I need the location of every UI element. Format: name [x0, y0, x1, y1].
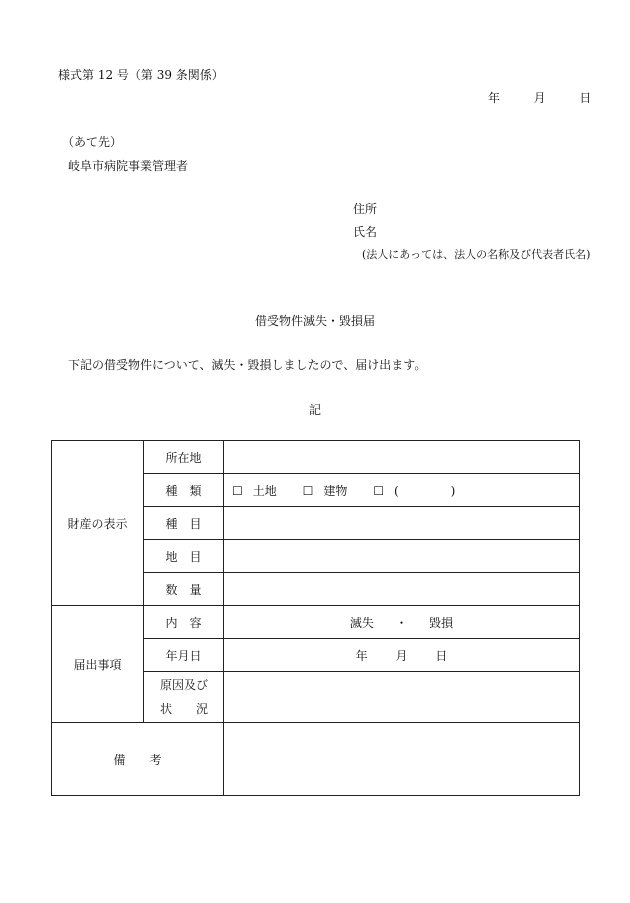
name-label: 氏名 — [353, 225, 378, 239]
status-loss[interactable]: 滅失 — [349, 615, 374, 630]
type-option-land-label: 土地 — [252, 483, 277, 498]
type-option-other[interactable] — [373, 484, 455, 498]
property-group-label: 財産の表示 — [52, 441, 144, 606]
status-separator: ・ — [395, 615, 408, 630]
quantity-value[interactable] — [224, 573, 580, 606]
date-value[interactable] — [224, 639, 580, 672]
body-text: 下記の借受物件について、滅失・毀損しましたので、届け出ます。 — [68, 358, 427, 372]
land-category-label: 地 目 — [144, 540, 224, 573]
content-label: 内 容 — [144, 606, 224, 639]
type-option-building[interactable] — [303, 482, 348, 499]
item-value[interactable] — [224, 507, 580, 540]
checkbox-icon: ☐ — [302, 483, 314, 498]
submission-date — [488, 89, 591, 106]
ki-marker: 記 — [308, 403, 321, 417]
quantity-label: 数 量 — [144, 573, 224, 606]
type-option-land[interactable] — [232, 482, 277, 499]
checkbox-icon: ☐ — [232, 483, 243, 498]
form-number: 様式第 12 号（第 39 条関係） — [58, 68, 224, 82]
document-title: 借受物件滅失・毀損届 — [254, 314, 375, 328]
cause-value[interactable] — [224, 672, 580, 723]
remarks-label: 備 考 — [52, 723, 224, 796]
table-row — [52, 441, 580, 474]
addressee-name: 岐阜市病院事業管理者 — [68, 159, 189, 173]
checkbox-icon: ☐ — [373, 483, 384, 498]
table-date-year: 年 — [355, 648, 368, 663]
table-date-month: 月 — [395, 648, 408, 663]
address-label: 住所 — [353, 202, 378, 216]
cause-label-line2: 状 況 — [160, 702, 209, 716]
date-year-label: 年 — [488, 91, 501, 105]
corporation-note: (法人にあっては、法人の名称及び代表者氏名) — [362, 248, 591, 261]
property-form-table — [51, 440, 580, 796]
cause-label-line1: 原因及び — [160, 678, 209, 692]
table-row — [52, 723, 580, 796]
location-value[interactable] — [224, 441, 580, 474]
other-paren-open: ( — [393, 483, 399, 498]
land-category-value[interactable] — [224, 540, 580, 573]
cause-label — [144, 672, 224, 723]
type-option-building-label: 建物 — [323, 483, 348, 498]
table-date-day: 日 — [435, 648, 448, 663]
content-value[interactable] — [224, 606, 580, 639]
addressee-label: （あて先） — [62, 135, 123, 149]
remarks-value[interactable] — [224, 723, 580, 796]
status-damage[interactable]: 毀損 — [429, 615, 454, 630]
location-label: 所在地 — [144, 441, 224, 474]
type-options — [224, 474, 580, 507]
report-group-label: 届出事項 — [52, 606, 144, 723]
date-label: 年月日 — [144, 639, 224, 672]
other-paren-close: ) — [450, 483, 456, 498]
table-row — [52, 606, 580, 639]
date-day-label: 日 — [579, 91, 592, 105]
type-label: 種 類 — [144, 474, 224, 507]
item-label: 種 目 — [144, 507, 224, 540]
date-month-label: 月 — [533, 91, 546, 105]
